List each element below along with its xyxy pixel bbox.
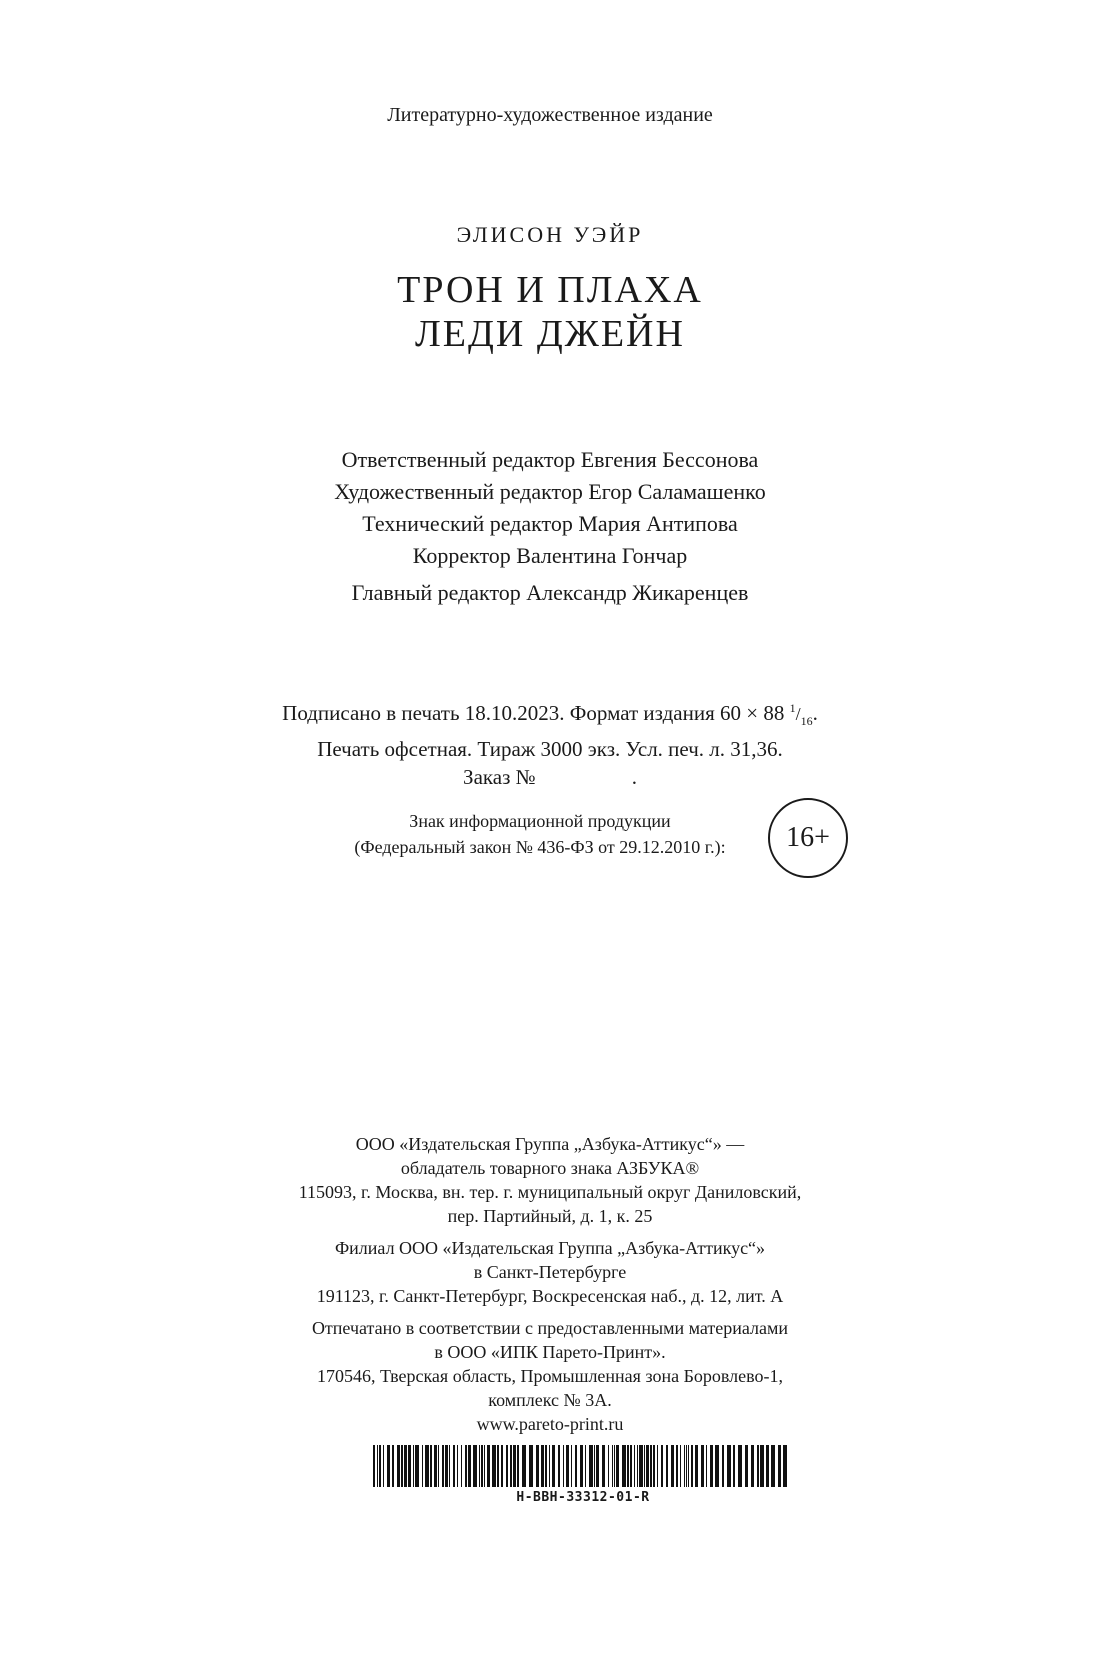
order-label: Заказ № xyxy=(463,765,536,790)
book-title xyxy=(0,268,1100,356)
imprint xyxy=(0,1132,1100,1444)
info-sign-line: Знак информационной продукции xyxy=(409,811,671,831)
barcode-icon xyxy=(373,1445,793,1487)
imprint-line: в ООО «ИПК Парето-Принт». xyxy=(434,1342,666,1362)
imprint-line: 170546, Тверская область, Промышленная зона Боровлево-1, xyxy=(316,1366,784,1386)
author-name: ЭЛИСОН УЭЙР xyxy=(456,222,644,247)
title-line: ЛЕДИ ДЖЕЙН xyxy=(415,313,685,355)
fraction-denominator: 16 xyxy=(800,714,813,729)
order-line xyxy=(0,763,1100,791)
staff-line: Корректор Валентина Гончар xyxy=(412,543,688,568)
print-line-1-end: . xyxy=(812,701,818,725)
printer-website: www.pareto-print.ru xyxy=(476,1414,624,1434)
imprint-line: обладатель товарного знака АЗБУКА® xyxy=(400,1158,700,1178)
chief-editor: Главный редактор Александр Жикаренцев xyxy=(351,580,749,605)
print-line-1: Подписано в печать 18.10.2023. Формат издания 60 × 88 $^1/_{16}$. xyxy=(282,701,818,729)
edition-type: Литературно-художественное издание xyxy=(387,104,713,126)
staff-line: Технический редактор Мария Антипова xyxy=(362,511,738,536)
branch-block xyxy=(0,1236,1100,1308)
fraction-numerator: 1 xyxy=(789,701,796,715)
staff-line: Художественный редактор Егор Саламашенко xyxy=(334,479,766,504)
imprint-line: 191123, г. Санкт-Петербург, Воскресенская наб., д. 12, лит. А xyxy=(316,1286,784,1306)
staff-credits xyxy=(0,444,1100,572)
info-sign-line: (Федеральный закон № 436-ФЗ от 29.12.2010 г.): xyxy=(354,837,726,857)
imprint-line: пер. Партийный, д. 1, к. 25 xyxy=(447,1206,653,1226)
print-info xyxy=(0,694,1100,791)
title-line: ТРОН И ПЛАХА xyxy=(397,269,703,311)
imprint-line: в Санкт-Петербурге xyxy=(473,1262,627,1282)
print-format-text: Подписано в печать 18.10.2023. Формат издания 60 × 88 xyxy=(282,701,785,725)
printer-block xyxy=(0,1316,1100,1436)
info-sign-text xyxy=(315,808,765,860)
staff-line: Ответственный редактор Евгения Бессонова xyxy=(341,447,759,472)
imprint-line: Филиал ООО «Издательская Группа „Азбука-Аттикус“» xyxy=(334,1238,766,1258)
imprint-line: 115093, г. Москва, вн. тер. г. муниципальный округ Даниловский, xyxy=(298,1182,802,1202)
imprint-line: ООО «Издательская Группа „Азбука-Аттикус“» — xyxy=(355,1134,745,1154)
print-line-2: Печать офсетная. Тираж 3000 экз. Усл. печ. л. 31,36. xyxy=(317,737,783,762)
barcode-text: H-BBH-33312-01-R xyxy=(516,1490,650,1505)
imprint-line: Отпечатано в соответствии с предоставленными материалами xyxy=(311,1318,789,1338)
imprint-line: комплекс № 3А. xyxy=(488,1390,612,1410)
order-end: . xyxy=(631,765,637,790)
age-rating-badge: 16+ xyxy=(768,798,848,878)
publisher-block xyxy=(0,1132,1100,1228)
